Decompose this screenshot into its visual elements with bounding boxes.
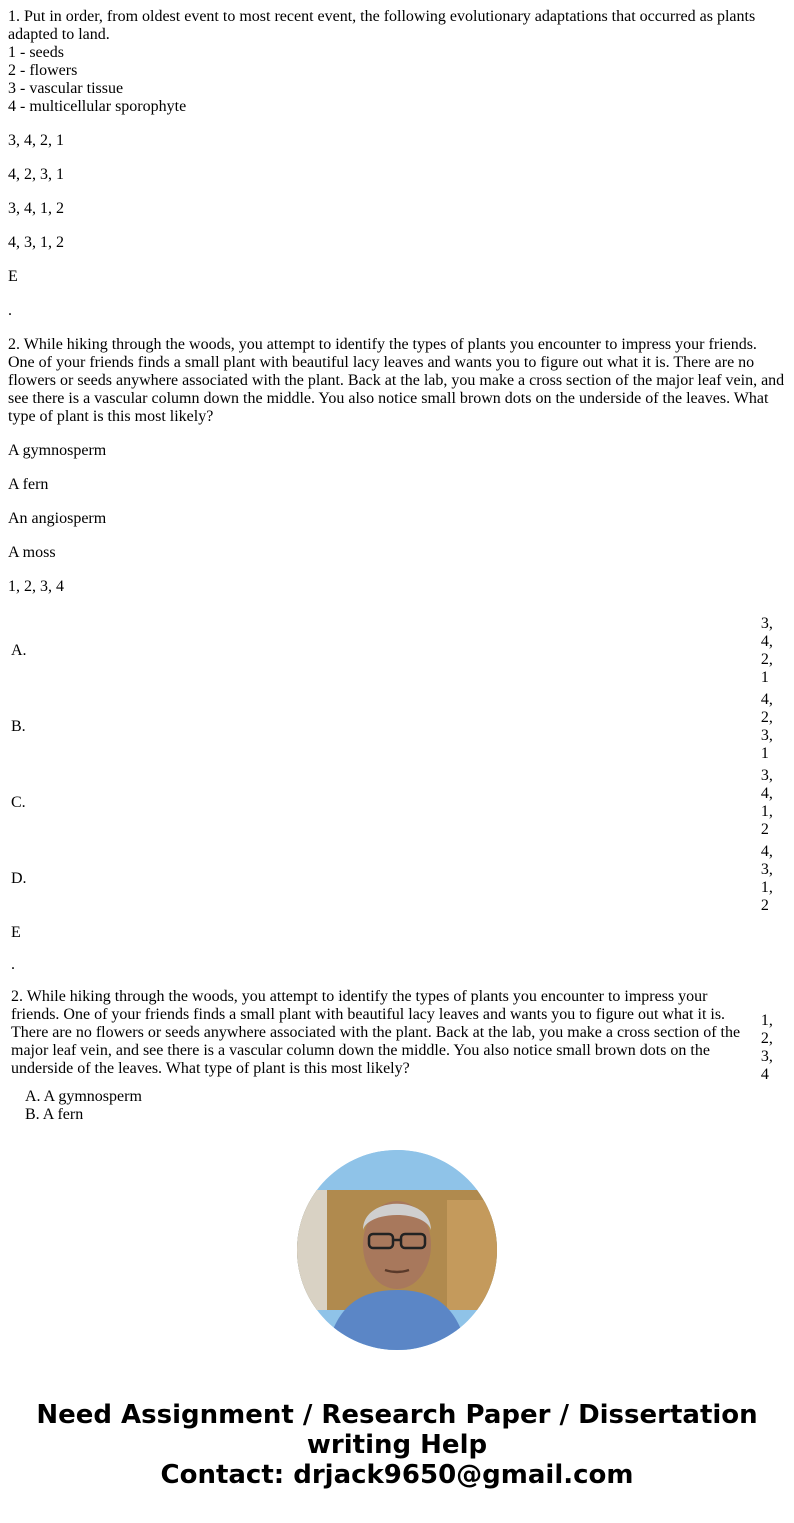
q1-extra-e: E (8, 268, 18, 285)
table-q2-prompt: 2. While hiking through the woods, you attempt to identify the types of plants you encounter to impress your friends. One of your friends finds a small plant with beautiful lacy leaves and wants you to figure out what it is. There are no flowers or seeds anywhere associated with the plant. Back at the lab, you make a cross section of the major leaf vein, and see there is a vascular column down the middle. You also notice small brown dots on the underside of the leaves. What type of plant is this most likely? (11, 988, 741, 1077)
stack-value: 2, (760, 651, 773, 668)
q1-option: 3, 4, 1, 2 (8, 200, 64, 217)
q2-option: A gymnosperm (8, 442, 107, 459)
stack-value: 3, (760, 861, 773, 878)
cta-line: Need Assignment / Research Paper / Dissertation (36, 1400, 758, 1430)
options-table-area (8, 612, 786, 1122)
option-stack (760, 690, 782, 764)
table-row (10, 918, 782, 948)
stack-value: 4 (760, 1066, 769, 1083)
q1-block (8, 8, 786, 116)
q1-extra-dot: . (8, 302, 12, 319)
q2-option: A fern (8, 476, 49, 493)
stack-value: 4, (760, 843, 773, 860)
table-row (10, 766, 782, 840)
table-row (10, 982, 782, 1122)
q1-item: 1 - seeds (8, 44, 64, 61)
stack-value: 3, (760, 1048, 773, 1065)
question-content (8, 8, 786, 612)
stack-value: 2 (760, 821, 769, 838)
q2-trailing: 1, 2, 3, 4 (8, 578, 64, 595)
q1-option: 3, 4, 2, 1 (8, 132, 64, 149)
q1-item: 3 - vascular tissue (8, 80, 124, 97)
q1-item: 2 - flowers (8, 62, 78, 79)
stack-value: 1 (760, 669, 769, 686)
option-stack (760, 842, 782, 916)
stack-value: 1, (760, 803, 773, 820)
stack-value: 3, (760, 615, 773, 632)
q1-prompt: 1. Put in order, from oldest event to most recent event, the following evolutionary adaptations that occurred as plants adapted to land. (8, 8, 756, 43)
option-letter: C. (11, 794, 26, 811)
q1-item: 4 - multicellular sporophyte (8, 98, 187, 115)
cta-contact: Contact: drjack9650@gmail.com (160, 1460, 634, 1490)
option-letter: D. (11, 870, 27, 887)
option-stack (760, 982, 782, 1122)
stack-value: 2, (760, 709, 773, 726)
cta-line: writing Help (306, 1430, 488, 1460)
table-row (10, 690, 782, 764)
option-stack (760, 766, 782, 840)
contact-banner (0, 1400, 794, 1490)
q2-option: An angiosperm (8, 510, 107, 527)
table-q2-options (11, 1088, 757, 1122)
table-q2-option: A. A gymnosperm (25, 1088, 142, 1105)
person-photo-icon (297, 1150, 497, 1350)
stack-value: 4, (760, 785, 773, 802)
stack-value: 1, (760, 879, 773, 896)
table-row (10, 614, 782, 688)
stack-value: 1 (760, 745, 769, 762)
table-row (10, 950, 782, 980)
stack-value: 3, (760, 727, 773, 744)
options-table (8, 612, 784, 1122)
stack-value: 3, (760, 767, 773, 784)
option-dot: . (11, 956, 15, 973)
q2-option: A moss (8, 544, 56, 561)
promo-section (0, 1150, 794, 1490)
table-q2-option: B. A fern (25, 1106, 84, 1122)
stack-value: 1, (760, 1012, 773, 1029)
table-q2-cell (10, 982, 758, 1122)
q1-option: 4, 3, 1, 2 (8, 234, 64, 251)
stack-value: 4, (760, 691, 773, 708)
author-avatar (297, 1150, 497, 1350)
option-letter: B. (11, 718, 26, 735)
stack-value: 2 (760, 897, 769, 914)
table-row (10, 842, 782, 916)
q1-option: 4, 2, 3, 1 (8, 166, 64, 183)
q2-prompt: 2. While hiking through the woods, you attempt to identify the types of plants you encounter to impress your friends. One of your friends finds a small plant with beautiful lacy leaves and wants you to figure out what it is. There are no flowers or seeds anywhere associated with the plant. Back at the lab, you make a cross section of the major leaf vein, and see there is a vascular column down the middle. You also notice small brown dots on the underside of the leaves. What type of plant is this most likely? (8, 336, 785, 425)
option-e: E (11, 924, 21, 941)
option-stack (760, 614, 782, 688)
stack-value: 4, (760, 633, 773, 650)
option-letter: A. (11, 642, 27, 659)
stack-value: 2, (760, 1030, 773, 1047)
